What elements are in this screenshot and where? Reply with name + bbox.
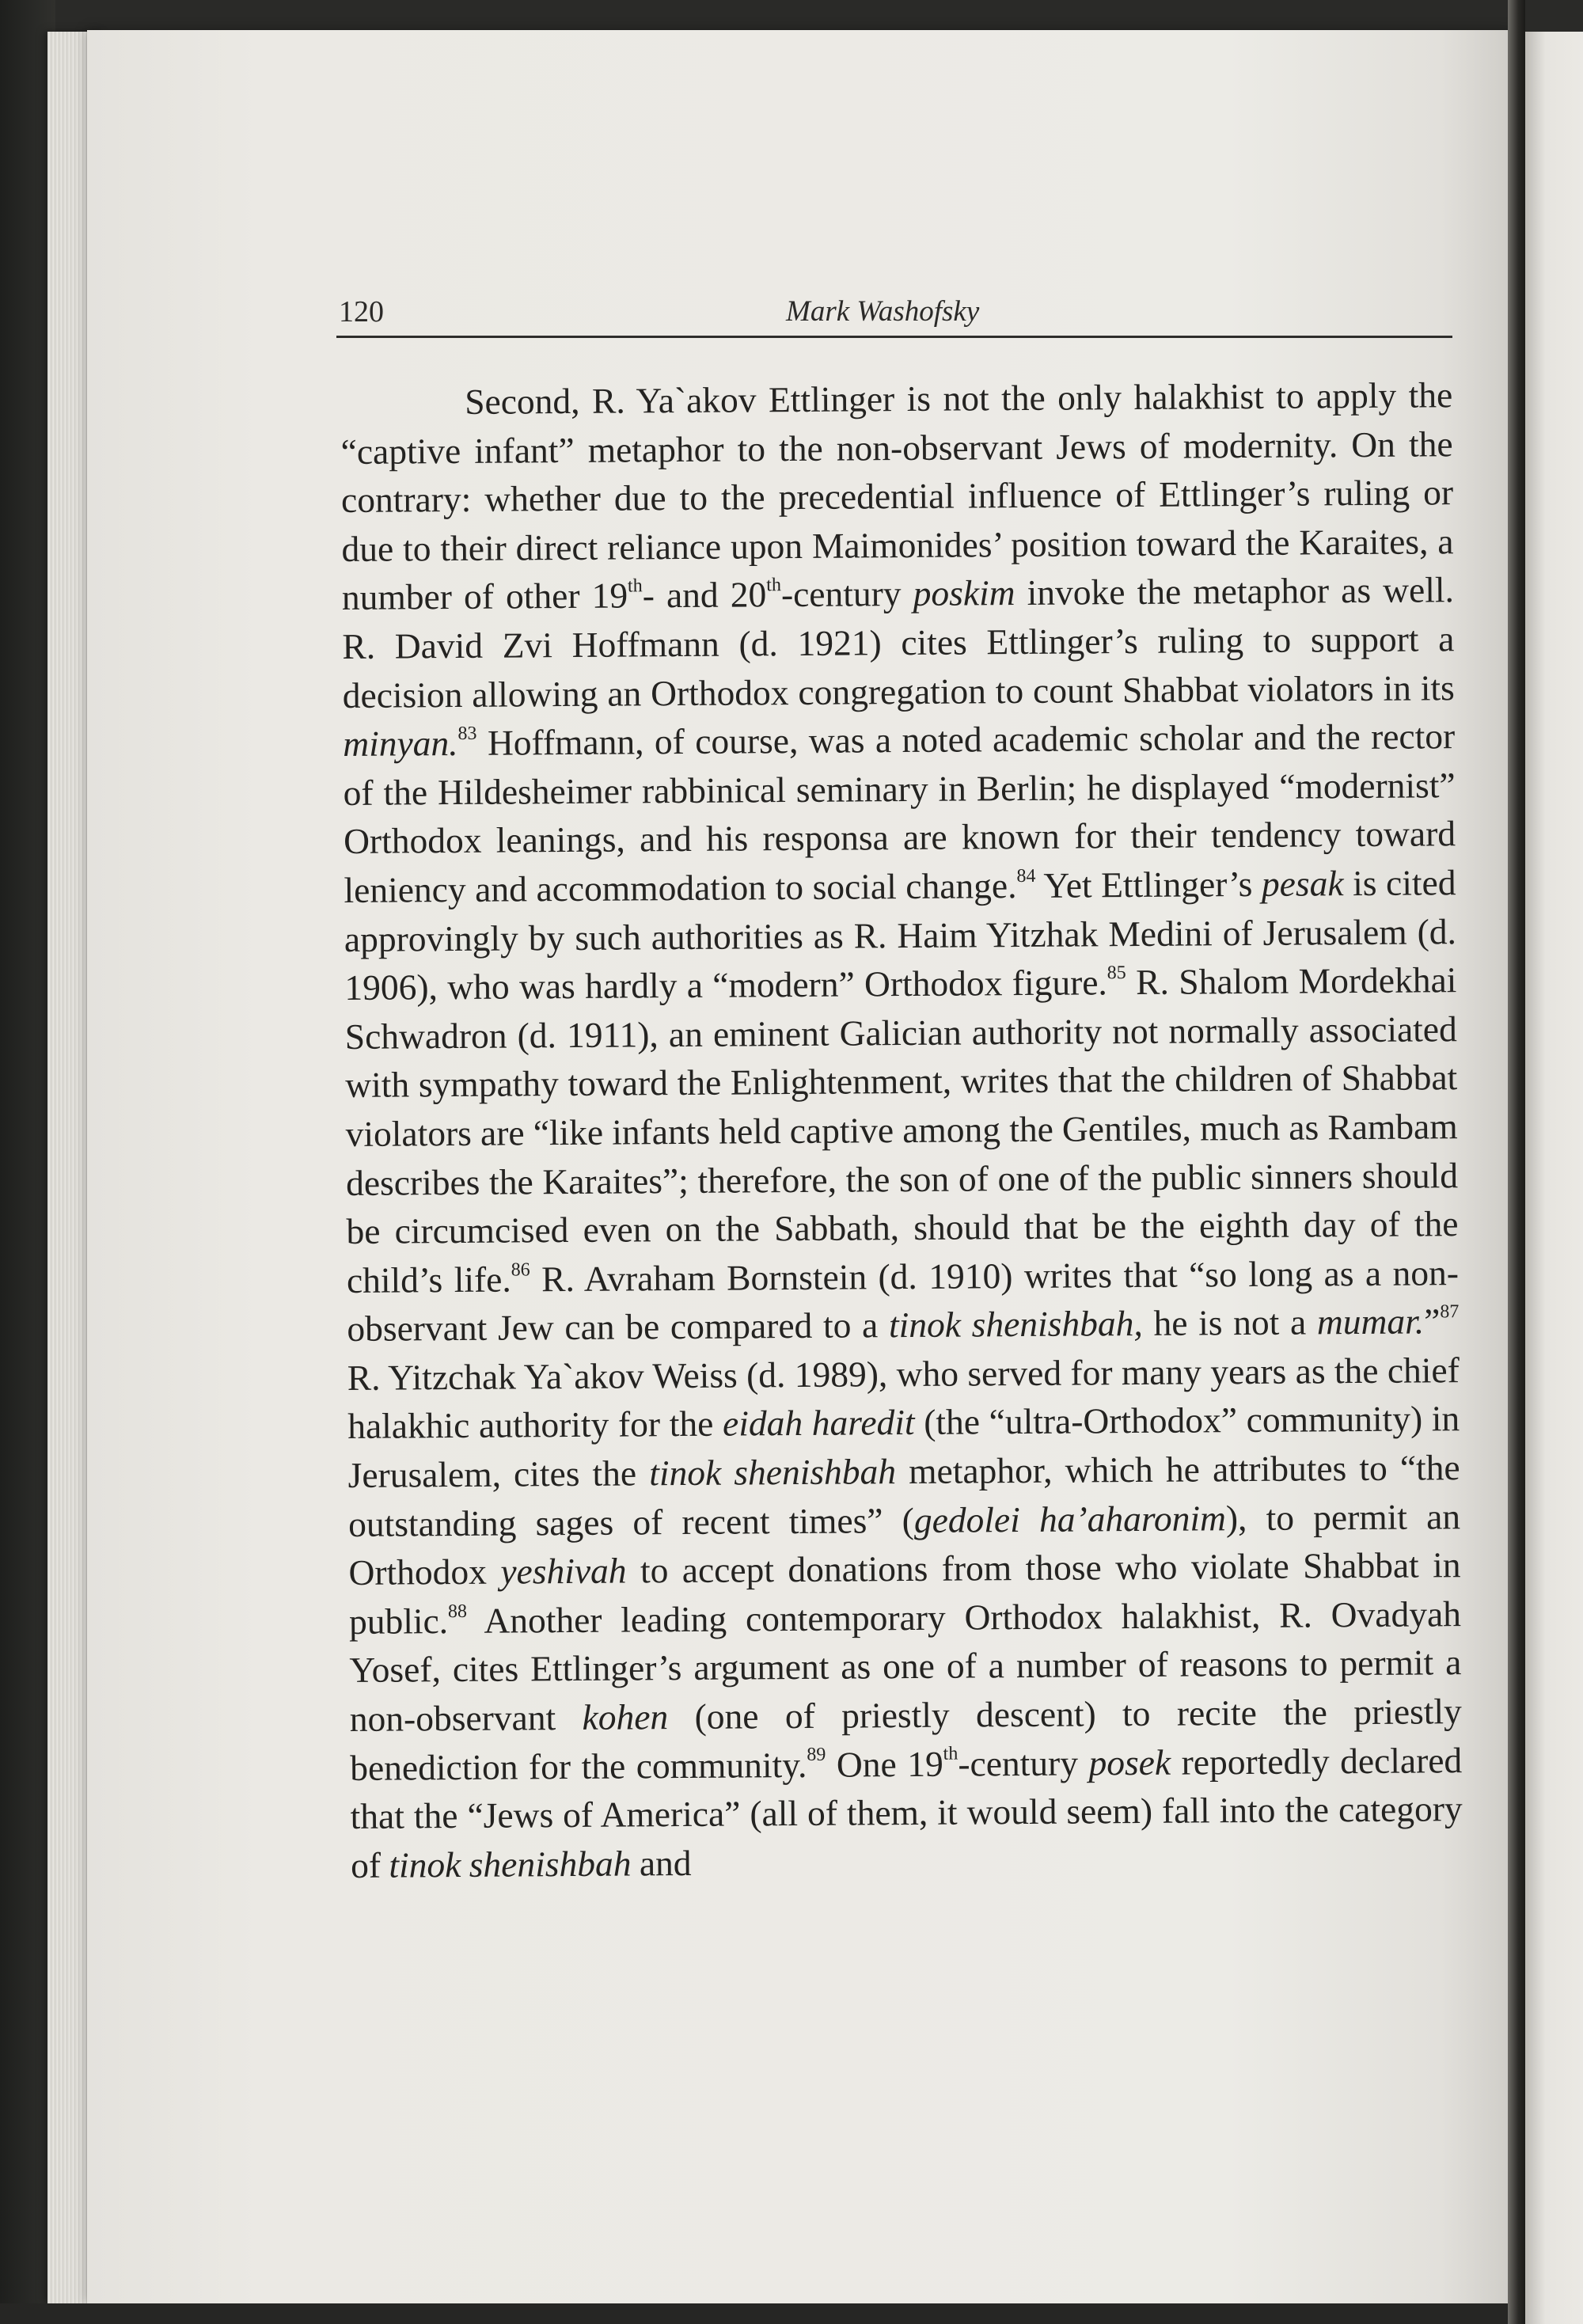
italic-term: tinok shenishbah: [649, 1451, 897, 1494]
text-run: Second, R. Ya`akov Ettlinger is not the only halakhist to apply the “captive infant” metaphor to the non-observant Jews of modernity. On the contrary: whether due to the precedential influence of Ettlinger’s ruling or due to their direct reliance upon Maimonides’ position toward the Karaites, a number of other 19: [340, 374, 1454, 618]
body-paragraph: [340, 370, 1463, 1889]
footnote-ref-85: 85: [1107, 963, 1126, 984]
italic-term: posek: [1088, 1741, 1171, 1783]
text-run: and: [631, 1842, 692, 1884]
text-run: One 19: [826, 1743, 943, 1785]
text-run: (the “ultra-Orthodox” community) in Jerusalem, cites the: [347, 1398, 1460, 1496]
text-run: ”: [1423, 1301, 1441, 1342]
footnote-ref-87: 87: [1440, 1301, 1460, 1323]
text-run: invoke the metaphor as well. R. David Zvi Hoffmann (d. 1921) cites Ettlinger’s ruling to support a decision allowing an Orthodox congregation to count Shabbat violators in its: [342, 569, 1455, 716]
facing-page-edge: [1525, 32, 1583, 2324]
italic-term: kohen: [582, 1696, 669, 1737]
bottom-shadow: [0, 2303, 1508, 2324]
book-gutter: [1508, 0, 1525, 2324]
text-run: Another leading contemporary Orthodox halakhist, R. Ovadyah Yosef, cites Ettlinger’s argument as one of a number of reasons to permit a non-observant: [349, 1593, 1462, 1739]
italic-term: poskim: [913, 572, 1015, 614]
text-run: metaphor, which he attributes to “the outstanding sages of recent times” (: [347, 1447, 1460, 1544]
italic-term: tinok shenishbah: [389, 1843, 632, 1885]
text-run: -century: [958, 1742, 1089, 1784]
superscript: th: [766, 575, 781, 596]
text-run: R. Shalom Mordekhai Schwadron (d. 1911), an eminent Galician authority not normally associated with sympathy toward the Enlightenment, writes that the children of Shabbat violators are “like infants held captive among the Gentiles, much as Rambam describes the Karaites”; therefore, the son of one of the public sinners should be circumcised even on the Sabbath, should that be the eighth day of the child’s life.: [344, 959, 1459, 1301]
italic-term: tinok shenishbah,: [888, 1303, 1143, 1346]
page-number: 120: [339, 295, 384, 328]
text-run: Yet Ettlinger’s: [1035, 863, 1262, 906]
text-run: Hoffmann, of course, was a noted academic scholar and the rector of the Hildesheimer rabbinical seminary in Berlin; he displayed “modernist” Orthodox leanings, and his responsa are known for their tendency toward leniency and accommodation to social change.: [343, 716, 1456, 910]
running-head-author: Mark Washofsky: [786, 295, 980, 328]
italic-term: eidah haredit: [722, 1402, 915, 1445]
footnote-ref-84: 84: [1016, 865, 1036, 887]
superscript: th: [627, 575, 643, 597]
text-run: R. Avraham Bornstein (d. 1910) writes that “so long as a non-observant Jew can be compared to a: [347, 1251, 1460, 1350]
text-run: to accept donations from those who violate Shabbat in public.: [348, 1544, 1461, 1642]
italic-term: gedolei ha’aharonim: [913, 1497, 1227, 1540]
text-run: reportedly declared that the “Jews of America” (all of them, it would seem) fall into the category of: [350, 1739, 1463, 1885]
footnote-ref-89: 89: [807, 1745, 826, 1766]
text-run: he is not a: [1142, 1301, 1318, 1344]
text-run: - and 20: [642, 574, 767, 616]
italic-term: minyan.: [343, 723, 458, 765]
text-run: -century: [780, 573, 913, 615]
text-run: is cited approvingly by such authorities as R. Haim Yitzhak Medini of Jerusalem (d. 1906), who was hardly a “modern” Orthodox figure.: [344, 862, 1457, 1008]
text-run: ), to permit an Orthodox: [348, 1495, 1461, 1593]
italic-term: pesak: [1261, 863, 1344, 904]
superscript: th: [943, 1744, 959, 1765]
footnote-ref-86: 86: [511, 1259, 530, 1281]
italic-term: yeshivah: [500, 1550, 627, 1592]
footnote-ref-88: 88: [447, 1601, 468, 1622]
running-head: [336, 290, 1452, 338]
text-run: R. Yitzchak Ya`akov Weiss (d. 1989), who served for many years as the chief halakhic authority for the: [347, 1350, 1460, 1447]
footnote-ref-83: 83: [457, 723, 477, 744]
italic-term: mumar.: [1316, 1301, 1425, 1342]
text-run: (one of priestly descent) to recite the priestly benediction for the community.: [350, 1691, 1462, 1788]
